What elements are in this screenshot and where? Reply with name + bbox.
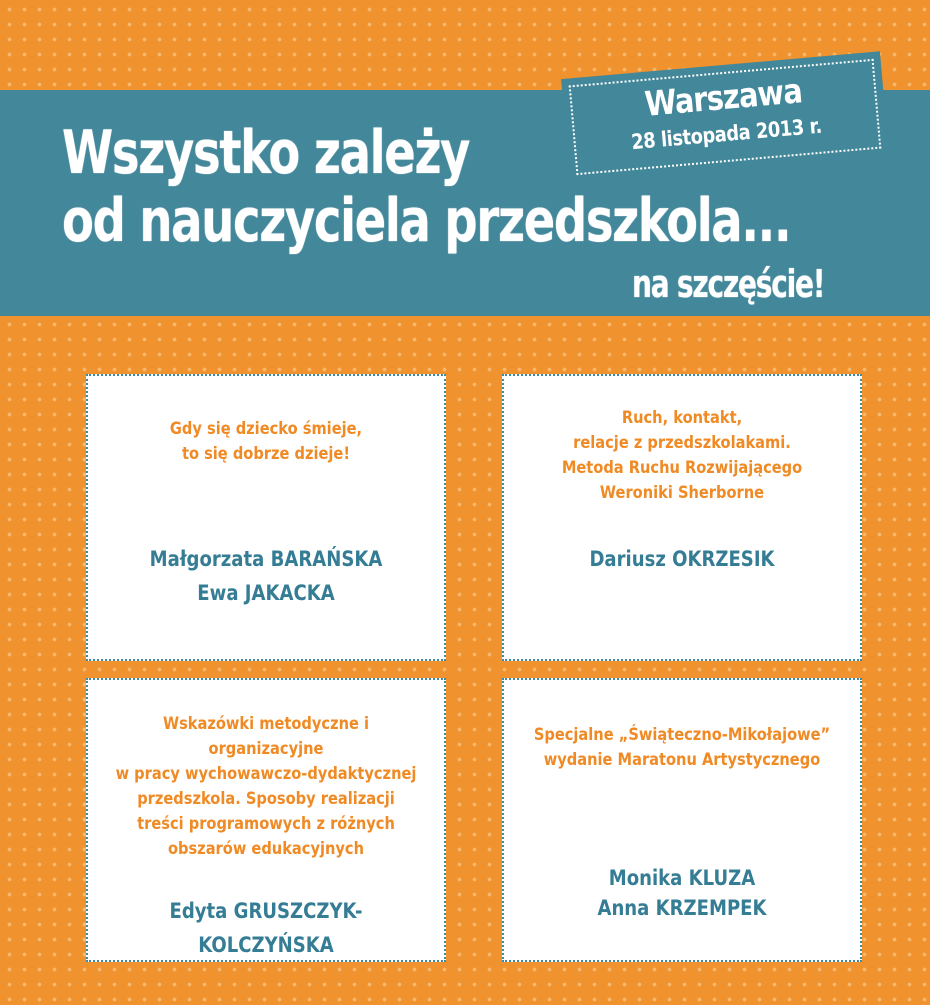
session-authors: Dariusz OKRZESIK: [589, 547, 775, 571]
session-card-2: [502, 374, 862, 661]
session-authors: Małgorzata BARAŃSKA Ewa JAKACKA: [149, 547, 383, 605]
session-topic: Ruch, kontakt, relacje z przedszkolakami. Metoda Ruchu Rozwijającego Weroniki Sherborne: [561, 408, 803, 503]
title-line-3: na szczęście!: [632, 262, 825, 306]
session-topic: Gdy się dziecko śmieje, to się dobrze dzieje!: [169, 419, 363, 464]
session-card-3: [86, 678, 446, 962]
session-card-4: [502, 678, 862, 962]
title-line-2: od nauczyciela przedszkola...: [62, 186, 791, 256]
event-date: 28 listopada 2013 r.: [630, 113, 823, 155]
session-authors: Edyta GRUSZCZYK-KOLCZYŃSKA: [169, 899, 363, 957]
session-topic: Specjalne „Świąteczno-Mikołajowe” wydanie Maratonu Artystycznego: [533, 725, 831, 770]
session-topic: Wskazówki metodyczne i organizacyjne w pracy wychowawczo-dydaktycznej przedszkola. Sposoby realizacji treści programowych z różnych obszarów edukacyjnych: [115, 714, 417, 859]
session-card-1: [86, 374, 446, 661]
event-city: Warszawa: [643, 71, 804, 125]
session-authors: Monika KLUZA Anna KRZEMPEK: [597, 866, 767, 920]
title-line-1: Wszystko zależy: [62, 118, 470, 188]
